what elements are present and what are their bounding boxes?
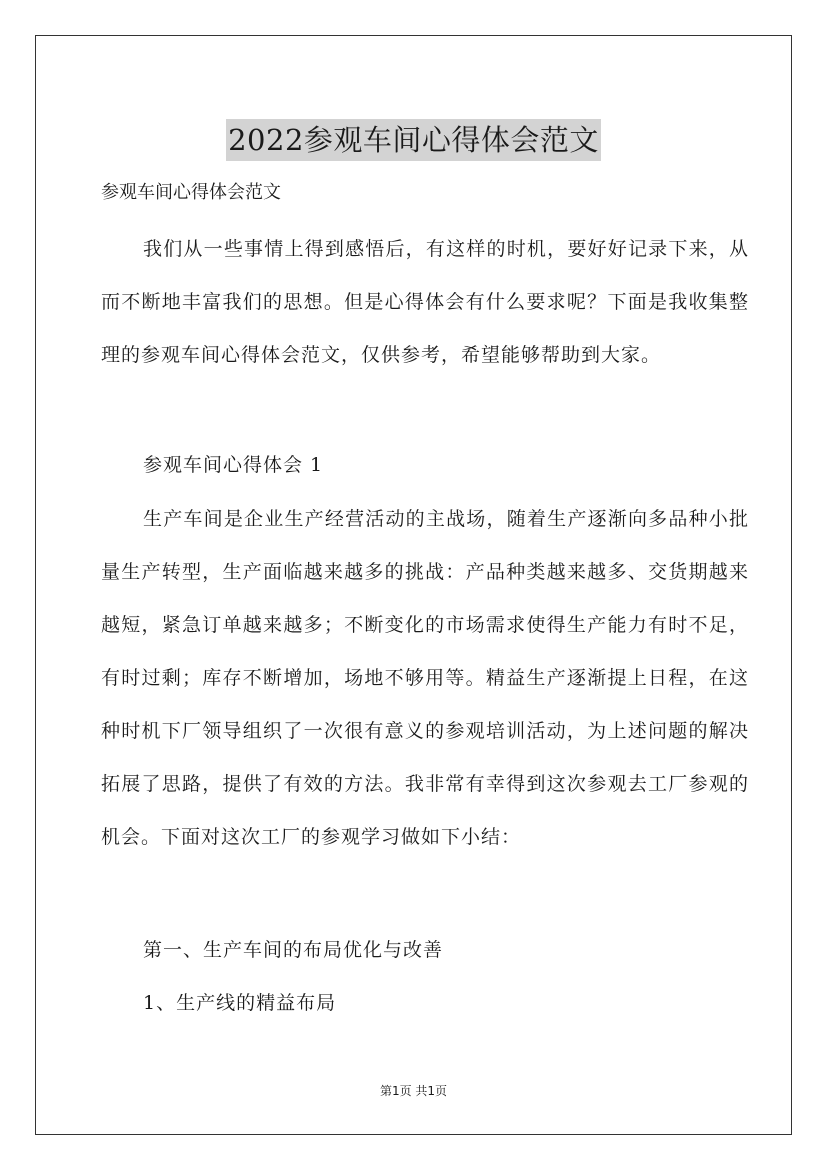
section-title: 参观车间心得体会 1 (143, 454, 324, 476)
body-paragraph: 生产车间是企业生产经营活动的主战场，随着生产逐渐向多品种小批量生产转型，生产面临越来越多的挑战：产品种类越来越多、交货期越来越短，紧急订单越来越多；不断变化的市场需求使得生产能力有时不足，有时过剩；库存不断增加，场地不够用等。精益生产逐渐提上日程，在这种时机下厂领导组织了一次很有意义的参观培训活动，为上述问题的解决拓展了思路，提供了有效的方法。我非常有幸得到这次参观去工厂参观的机会。下面对这次工厂的参观学习做如下小结： (101, 508, 749, 848)
document-subtitle: 参观车间心得体会范文 (101, 182, 281, 203)
title-container (0, 100, 827, 181)
page-footer: 第1页 共1页 (379, 1084, 448, 1098)
intro-paragraph: 我们从一些事情上得到感悟后，有这样的时机，要好好记录下来，从而不断地丰富我们的思想。但是心得体会有什么要求呢？下面是我收集整理的参观车间心得体会范文，仅供参考，希望能够帮助到大家。 (101, 238, 749, 366)
heading-layout-optimization: 第一、生产车间的布局优化与改善 (143, 939, 444, 961)
document-title: 2022参观车间心得体会范文 (226, 119, 601, 161)
heading-lean-layout: 1、生产线的精益布局 (143, 992, 337, 1014)
